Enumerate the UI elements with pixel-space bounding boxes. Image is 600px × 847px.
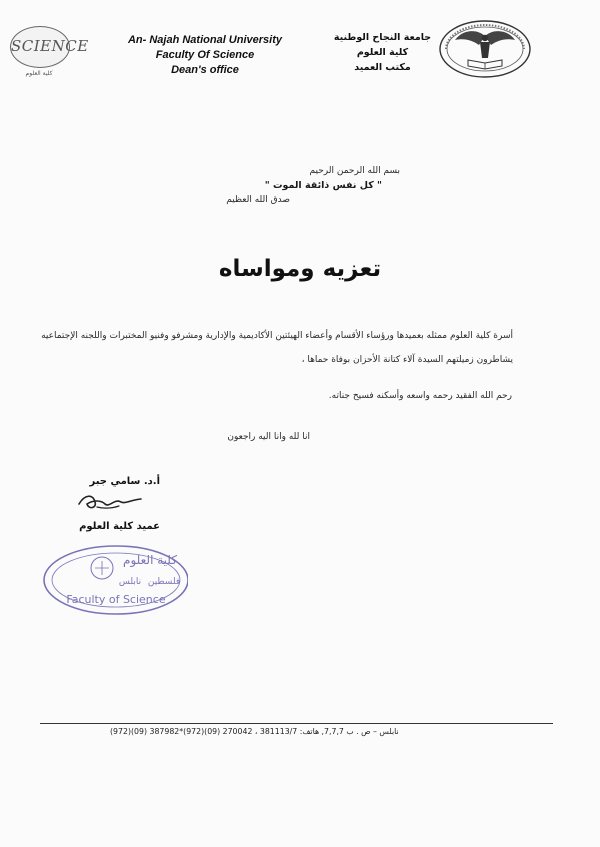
basmala: بسم الله الرحمن الرحيم (309, 166, 400, 176)
faculty-stamp (38, 540, 188, 620)
signatory-name: أ.د. سامي جبر (89, 476, 160, 487)
stamp-arabic-city: نابلس (118, 577, 142, 587)
signatory-title: عميد كلية العلوم (79, 521, 160, 532)
stamp-arabic-title: كلية العلوم (123, 553, 177, 567)
arabic-header-office: مكتب العميد (354, 62, 411, 73)
stamp-english: Faculty of Science (66, 593, 166, 606)
english-header-university: An- Najah National University (127, 34, 283, 46)
logo-caption: كلية العلوم (25, 70, 53, 77)
english-header (125, 33, 285, 78)
condolence-paragraph: أسرة كلية العلوم ممثله بعميدها ورؤساء الأقسام وأعضاء الهيئتين الأكاديمية والإدارية ومشرفو وفنيو المختبرات واللجنه الإجتماعيه يشاطرون زميلتهم السيدة آلاء كتانة الأحزان بوفاة حماها ، (41, 331, 513, 365)
arabic-header (330, 30, 435, 75)
verse-closing: صدق الله العظيم (226, 195, 290, 205)
english-header-office: Dean's office (171, 64, 239, 76)
arabic-header-university: جامعة النجاح الوطنية (333, 32, 432, 43)
stamp-arabic-country: فلسطين (147, 577, 181, 587)
handwritten-signature (75, 488, 145, 514)
prayer-paragraph: رحم الله الفقيد رحمه واسعه وأسكنه فسيح جناته. (328, 391, 512, 401)
footer-contact: نابلس – ص . ب 7,7,7, هاتف: 381113/7 ، 270042 (09)(972)*387982 (09)(972) (110, 727, 399, 736)
faculty-science-logo (10, 26, 89, 68)
quran-verse: " كل نفس ذائقة الموت " (264, 180, 382, 191)
logo-text: SCIENCE (11, 37, 89, 55)
university-emblem-icon (436, 18, 534, 80)
footer-divider (40, 723, 553, 724)
closing-phrase: انا لله وانا اليه راجعون (227, 432, 310, 442)
arabic-header-faculty: كلية العلوم (356, 47, 409, 58)
letter-title: تعزيه ومواساه (218, 256, 382, 282)
english-header-faculty: Faculty Of Science (155, 49, 255, 61)
